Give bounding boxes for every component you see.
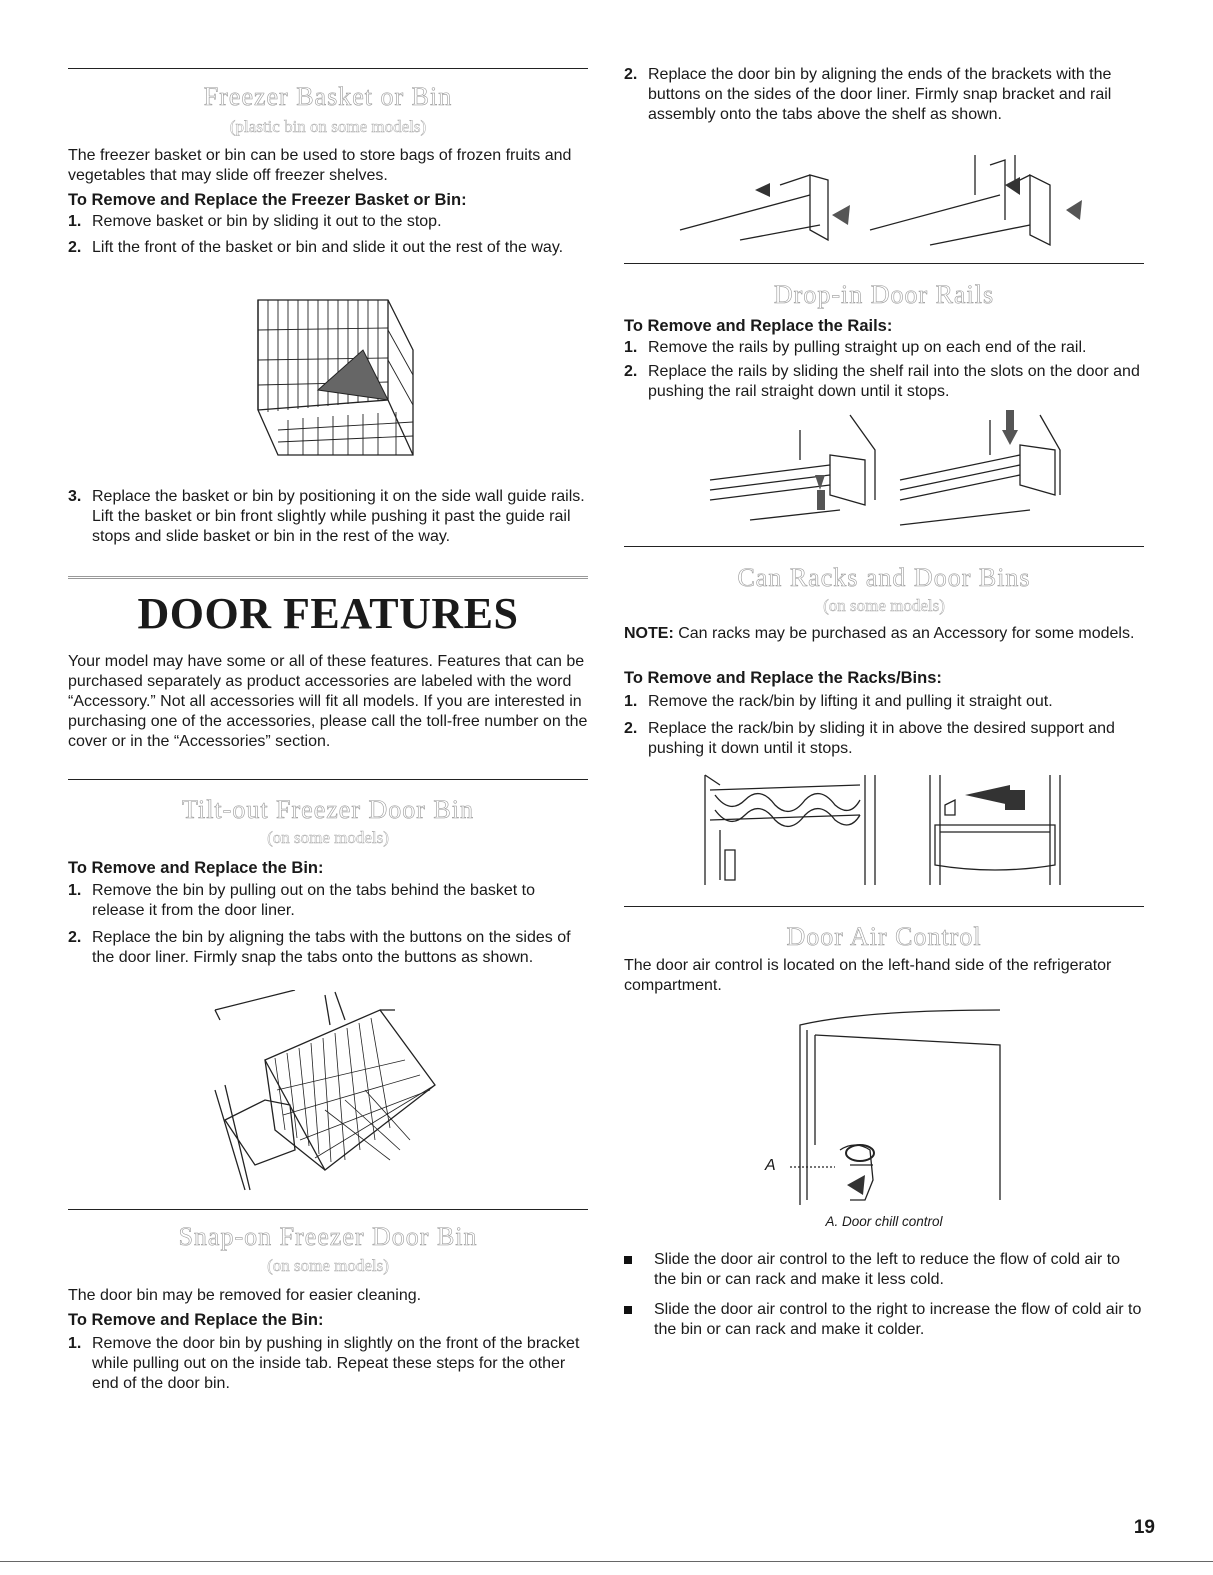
step-number: 2. [624, 363, 638, 380]
section-rule [624, 263, 1144, 264]
freezer-basket-illustration [238, 290, 428, 465]
drop-in-title: Drop-in Door Rails [773, 280, 995, 309]
bullet-text: Slide the door air control to the left to reduce the flow of cold air to the bin or can rack and make it less cold. [654, 1251, 1121, 1288]
door-air-bullet-2 [624, 1300, 1144, 1340]
snap-on-bracket-illustration [670, 155, 1090, 250]
can-rack-illustration [700, 770, 880, 888]
door-features-intro: Your model may have some or all of these features. Features that can be purchased separately as product accessories are labeled with the word “Accessory.” Not all accessories will fit all models. If you are interested in purchasing one of the accessories, please call the toll-free number on the cover or in the “Accessories” section. [68, 653, 588, 750]
step-text: Remove the door bin by pushing in slightly on the front of the bracket while pulling out on the inside tab. Repeat these steps for the other end of the door bin. [92, 1335, 580, 1392]
tilt-out-step-1 [68, 881, 588, 921]
note-text: Can racks may be purchased as an Accessory for some models. [673, 625, 1135, 642]
step-text: Remove the rack/bin by lifting it and pulling it straight out. [648, 693, 1053, 710]
step-text: Replace the bin by aligning the tabs with the buttons on the sides of the door liner. Firmly snap the tabs onto the buttons as shown. [92, 929, 571, 966]
step-number: 1. [624, 339, 638, 356]
step-number: 2. [68, 239, 82, 256]
freezer-basket-heading: To Remove and Replace the Freezer Basket or Bin: [68, 191, 467, 209]
step-text: Replace the rails by sliding the shelf rail into the slots on the door and pushing the rail straight down until it stops. [648, 363, 1140, 400]
note-label: NOTE: [624, 625, 674, 642]
step-number: 3. [68, 488, 82, 505]
door-rails-illustration [690, 410, 1070, 530]
freezer-basket-step-3 [68, 487, 588, 547]
snap-on-step-2 [624, 65, 1144, 125]
page-number: 19 [1133, 1517, 1155, 1538]
tilt-out-heading: To Remove and Replace the Bin: [68, 859, 324, 877]
freezer-basket-intro: The freezer basket or bin can be used to store bags of frozen fruits and vegetables that may slide off freezer shelves. [68, 147, 572, 184]
step-number: 2. [624, 720, 638, 737]
callout-a: A [765, 1157, 776, 1174]
step-text: Lift the front of the basket or bin and slide it out the rest of the way. [92, 239, 564, 256]
step-number: 1. [68, 213, 82, 230]
can-racks-heading: To Remove and Replace the Racks/Bins: [624, 669, 942, 687]
door-air-control-illustration [755, 1005, 1015, 1210]
bullet-text: Slide the door air control to the right to increase the flow of cold air to the bin or can rack and make it colder. [654, 1301, 1142, 1338]
section-rule [68, 1209, 588, 1210]
bullet-square-icon [624, 1256, 632, 1264]
snap-on-step-1 [68, 1334, 588, 1394]
step-text: Replace the door bin by aligning the ends of the brackets with the buttons on the sides of the door liner. Firmly snap bracket and rail assembly onto the tabs above the shelf as shown. [648, 66, 1112, 123]
section-rule [624, 906, 1144, 907]
can-racks-step-2 [624, 719, 1144, 759]
freezer-basket-title: Freezer Basket or Bin [203, 82, 453, 111]
can-racks-subtitle: (on some models) [823, 596, 945, 615]
section-rule [68, 68, 588, 69]
tilt-out-subtitle: (on some models) [267, 828, 389, 847]
door-air-caption: A. Door chill control [825, 1214, 943, 1229]
step-text: Remove the bin by pulling out on the tabs behind the basket to release it from the door liner. [92, 882, 535, 919]
snap-on-heading: To Remove and Replace the Bin: [68, 1311, 324, 1329]
chapter-divider [68, 576, 588, 579]
step-text: Remove the rails by pulling straight up on each end of the rail. [648, 339, 1087, 356]
step-text: Replace the rack/bin by sliding it in above the desired support and pushing it down until it stops. [648, 720, 1115, 757]
tilt-out-bin-illustration [205, 990, 445, 1195]
door-air-intro: The door air control is located on the left-hand side of the refrigerator compartment. [624, 957, 1112, 994]
snap-on-subtitle: (on some models) [267, 1256, 389, 1275]
bullet-square-icon [624, 1306, 632, 1314]
step-number: 1. [68, 882, 82, 899]
can-racks-note [624, 624, 1144, 644]
can-racks-step-1 [624, 692, 1144, 712]
page-bottom-rule [0, 1561, 1213, 1562]
step-number: 1. [624, 693, 638, 710]
snap-on-title: Snap-on Freezer Door Bin [178, 1222, 478, 1251]
door-bin-illustration [925, 770, 1065, 888]
drop-in-step-1 [624, 338, 1144, 358]
step-text: Remove basket or bin by sliding it out to the stop. [92, 213, 442, 230]
can-racks-title: Can Racks and Door Bins [737, 563, 1031, 592]
door-air-bullet-1 [624, 1250, 1144, 1290]
step-number: 1. [68, 1335, 82, 1352]
tilt-out-step-2 [68, 928, 588, 968]
section-rule [624, 546, 1144, 547]
step-number: 2. [624, 66, 638, 83]
step-text: Replace the basket or bin by positioning it on the side wall guide rails. Lift the basket or bin front slightly while pushing it past the guide rail stops and slide basket or bin in the rest of the way. [92, 488, 585, 545]
door-features-title: DOOR FEATURES [137, 589, 519, 638]
snap-on-intro: The door bin may be removed for easier cleaning. [68, 1287, 422, 1304]
freezer-basket-step-2 [68, 238, 588, 258]
drop-in-step-2 [624, 362, 1144, 402]
freezer-basket-subtitle: (plastic bin on some models) [229, 117, 427, 136]
step-number: 2. [68, 929, 82, 946]
door-air-title: Door Air Control [786, 922, 982, 951]
freezer-basket-step-1 [68, 212, 588, 232]
section-rule [68, 779, 588, 780]
tilt-out-title: Tilt-out Freezer Door Bin [182, 795, 474, 824]
drop-in-heading: To Remove and Replace the Rails: [624, 317, 893, 335]
